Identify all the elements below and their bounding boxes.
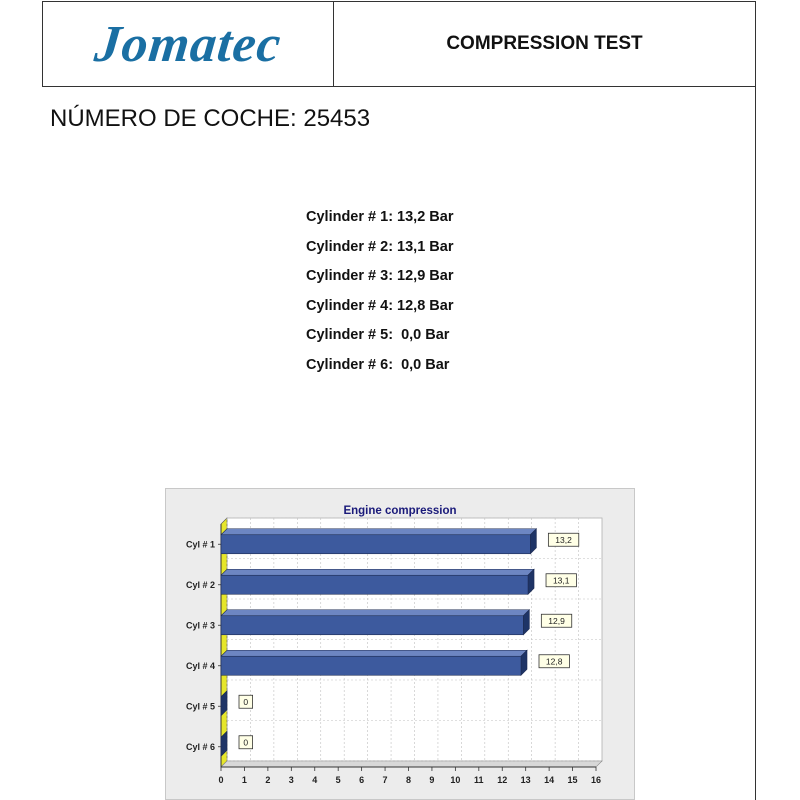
x-tick-label: 16 xyxy=(590,775,602,785)
cylinder-readings xyxy=(306,206,454,383)
bar xyxy=(221,616,523,635)
data-label: 12,9 xyxy=(548,615,565,626)
chart-canvas xyxy=(166,489,635,800)
data-label: 0 xyxy=(243,696,249,707)
bar-top-face xyxy=(221,529,536,535)
bar-top-face xyxy=(221,569,534,575)
y-tick-label: Cyl # 3 xyxy=(185,620,215,631)
bar-top-face xyxy=(221,650,527,656)
y-tick-label: Cyl # 4 xyxy=(185,660,215,671)
x-tick-label: 10 xyxy=(450,775,461,785)
x-tick-label: 15 xyxy=(567,775,578,785)
y-tick-label: Cyl # 1 xyxy=(185,539,215,550)
x-tick-label: 3 xyxy=(288,775,294,785)
x-tick-label: 0 xyxy=(218,775,224,785)
data-label: 13,2 xyxy=(555,534,572,545)
y-tick-label: Cyl # 6 xyxy=(185,741,215,752)
data-label: 12,8 xyxy=(545,656,563,667)
reading-cylinder-6: Cylinder # 6: 0,0 Bar xyxy=(306,356,450,373)
x-tick-label: 12 xyxy=(497,775,508,785)
report-title: COMPRESSION TEST xyxy=(446,33,643,54)
x-tick-label: 14 xyxy=(544,775,555,785)
reading-cylinder-2: Cylinder # 2: 13,1 Bar xyxy=(306,238,454,255)
bar xyxy=(221,656,521,675)
report-header xyxy=(42,1,756,87)
x-tick-label: 6 xyxy=(359,775,365,785)
x-tick-label: 8 xyxy=(405,775,412,785)
x-tick-label: 7 xyxy=(382,775,388,785)
jomatec-logo: Jomatec xyxy=(91,15,285,73)
logo-cell xyxy=(43,2,334,86)
x-tick-label: 4 xyxy=(312,775,318,785)
chart-title: Engine compression xyxy=(343,505,457,517)
x-tick-label: 2 xyxy=(265,775,271,785)
data-label: 0 xyxy=(243,737,249,748)
plot-floor xyxy=(221,761,602,767)
x-tick-label: 1 xyxy=(241,775,247,785)
x-tick-label: 11 xyxy=(474,775,484,785)
page-border-right xyxy=(755,1,756,800)
x-tick-label: 13 xyxy=(520,775,531,785)
reading-cylinder-4: Cylinder # 4: 12,8 Bar xyxy=(306,297,454,314)
engine-compression-chart xyxy=(165,488,635,800)
x-tick-label: 9 xyxy=(429,775,435,785)
reading-cylinder-5: Cylinder # 5: 0,0 Bar xyxy=(306,327,450,343)
bar xyxy=(221,575,528,594)
x-tick-label: 5 xyxy=(335,775,341,785)
plot-left-wall xyxy=(221,518,227,767)
reading-cylinder-1: Cylinder # 1: 13,2 Bar xyxy=(306,209,454,225)
car-number: NÚMERO DE COCHE: 25453 xyxy=(50,105,371,132)
data-label: 13,1 xyxy=(552,575,570,586)
y-tick-label: Cyl # 2 xyxy=(185,579,215,590)
bar xyxy=(221,535,530,554)
y-tick-label: Cyl # 5 xyxy=(185,701,215,712)
bar-top-face xyxy=(221,610,529,616)
reading-cylinder-3: Cylinder # 3: 12,9 Bar xyxy=(306,268,454,284)
